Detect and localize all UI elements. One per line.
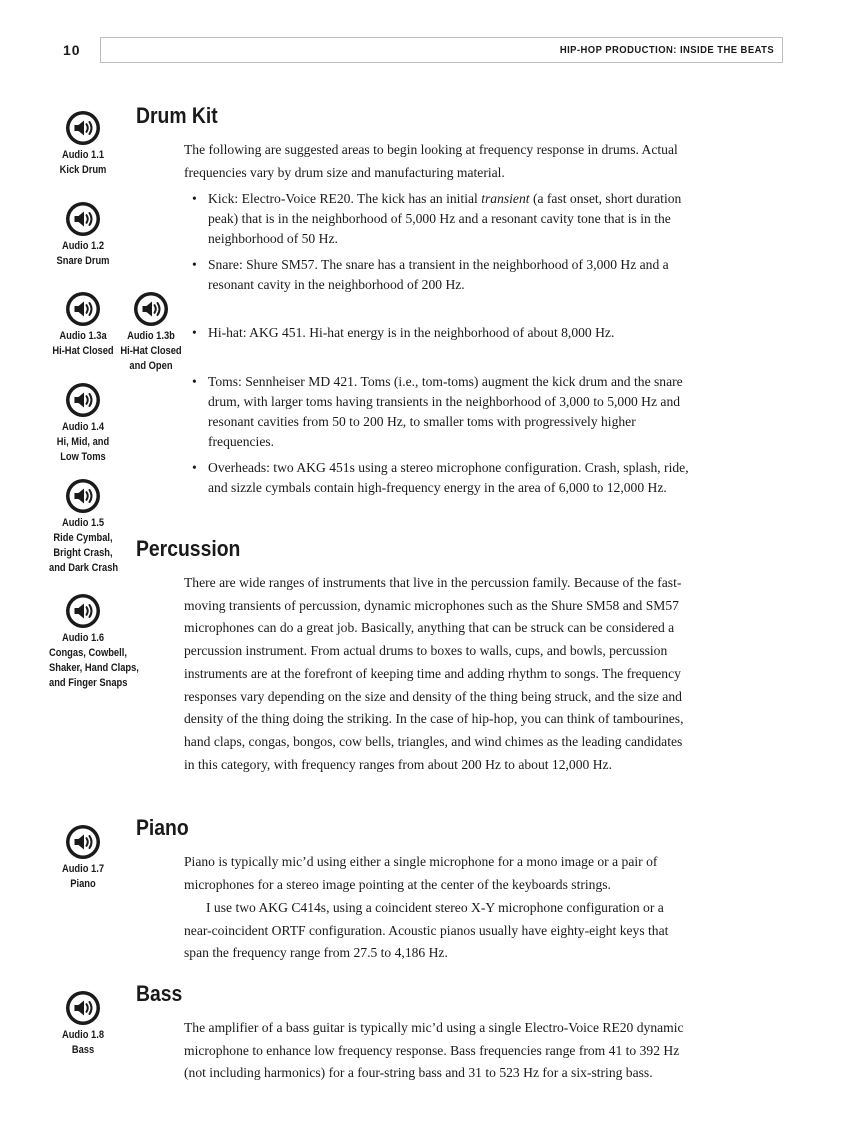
- drum-kit-bullet-list: [184, 255, 689, 295]
- audio-id-label: Audio 1.1: [61, 149, 105, 161]
- audio-item[interactable]: [43, 478, 123, 576]
- speaker-icon[interactable]: [65, 990, 101, 1026]
- drum-kit-bullet-list: [184, 189, 689, 249]
- audio-caption-line: Piano: [70, 878, 96, 890]
- audio-id-label: Audio 1.5: [61, 517, 105, 529]
- audio-id-label: Audio 1.3b: [127, 330, 175, 342]
- page-number: 10: [63, 42, 81, 58]
- audio-caption-line: Low Toms: [60, 451, 106, 463]
- audio-item[interactable]: [43, 382, 123, 465]
- audio-caption-line: Congas, Cowbell,: [49, 647, 127, 659]
- audio-id-label: Audio 1.2: [61, 240, 105, 252]
- audio-caption-line: Snare Drum: [56, 255, 110, 267]
- drum-kit-bullet-list: [184, 458, 689, 498]
- piano-paragraph-2: I use two AKG C414s, using a coincident stereo X-Y microphone configuration or a near-coincident ORTF configuration. Acoustic pianos usually have eighty-eight keys that span the frequency range from 27.5 to 4,186 Hz.: [184, 900, 669, 961]
- audio-caption-line: and Dark Crash: [49, 562, 119, 574]
- list-item-kick: • Kick: Electro-Voice RE20. The kick has an initial transient (a fast onset, short duration peak) that is in the neighborhood of 5,000 Hz and a resonant cavity tone that is in the neighborhood of 50 Hz.: [184, 189, 689, 249]
- audio-caption-line: Ride Cymbal,: [53, 532, 113, 544]
- audio-caption-line: Hi-Hat Closed: [120, 345, 182, 357]
- speaker-icon[interactable]: [65, 593, 101, 629]
- piano-paragraph-1: Piano is typically mic’d using either a single microphone for a mono image or a pair of microphones for a stereo image pointing at the center of the keyboards strings.: [184, 854, 658, 892]
- drum-kit-bullet-list: [184, 372, 689, 452]
- audio-id-label: Audio 1.6: [61, 632, 105, 644]
- running-title: HIP-HOP PRODUCTION: INSIDE THE BEATS: [559, 44, 774, 56]
- list-item-toms: • Toms: Sennheiser MD 421. Toms (i.e., tom-toms) augment the kick drum and the snare drum, with larger toms having transients in the neighborhood of 3,000 to 5,000 Hz and resonant cavities from 50 to 200 Hz, to smaller toms with progressively higher frequencies.: [184, 372, 689, 452]
- section-heading-drum-kit: Drum Kit: [136, 103, 218, 128]
- speaker-icon[interactable]: [65, 110, 101, 146]
- percussion-body: There are wide ranges of instruments that live in the percussion family. Because of the fast-moving transients of percussion, dynamic microphones such as the Shure SM58 and SM57 microphones can do a great job. Basically, anything that can be struck can be considered a percussion instrument. From actual drums to boxes to walls, cups, and bowls, percussion instruments are at the forefront of keeping time and adding rhythm to songs. The frequency responses vary depending on the size and density of the thing being struck, and the size and density of the thing doing the striking. In the case of hip-hop, you can think of tambourines, hand claps, congas, bongos, cow bells, triangles, and wind chimes as the leading candidates in this category, with frequency ranges from about 200 Hz to about 12,000 Hz.: [184, 575, 684, 772]
- speaker-icon[interactable]: [65, 201, 101, 237]
- audio-item[interactable]: [43, 824, 123, 892]
- running-header: [100, 37, 783, 63]
- audio-id-label: Audio 1.3a: [59, 330, 107, 342]
- drum-kit-bullet-list: [184, 323, 689, 343]
- audio-item[interactable]: [43, 593, 139, 691]
- drum-kit-intro: The following are suggested areas to begin looking at frequency response in drums. Actual frequencies vary by drum size and manufacturing material.: [184, 142, 678, 180]
- audio-id-label: Audio 1.8: [61, 1029, 105, 1041]
- audio-caption-line: and Finger Snaps: [49, 677, 128, 689]
- audio-id-label: Audio 1.4: [61, 421, 105, 433]
- audio-caption-line: Hi-Hat Closed: [52, 345, 114, 357]
- speaker-icon[interactable]: [65, 291, 101, 327]
- audio-item[interactable]: [111, 291, 191, 374]
- section-heading-bass: Bass: [136, 981, 183, 1006]
- bass-body: The amplifier of a bass guitar is typically mic’d using a single Electro-Voice RE20 dynamic microphone to enhance low frequency response. Bass frequencies range from 41 to 392 Hz (not including harmonics) for a four-string bass and 31 to 523 Hz for a six-string bass.: [184, 1020, 684, 1081]
- audio-caption-line: Kick Drum: [59, 164, 107, 176]
- audio-caption-line: Hi, Mid, and: [56, 436, 110, 448]
- audio-caption-line: and Open: [129, 360, 173, 372]
- speaker-icon[interactable]: [65, 382, 101, 418]
- audio-item[interactable]: [43, 201, 123, 269]
- audio-item[interactable]: [43, 990, 123, 1058]
- list-item-snare: • Snare: Shure SM57. The snare has a transient in the neighborhood of 3,000 Hz and a resonant cavity in the neighborhood of 200 Hz.: [184, 255, 689, 295]
- section-heading-piano: Piano: [136, 815, 189, 840]
- speaker-icon[interactable]: [65, 478, 101, 514]
- audio-id-label: Audio 1.7: [61, 863, 105, 875]
- section-heading-percussion: Percussion: [136, 536, 241, 561]
- list-item-hihat: • Hi-hat: AKG 451. Hi-hat energy is in the neighborhood of about 8,000 Hz.: [184, 323, 689, 343]
- speaker-icon[interactable]: [133, 291, 169, 327]
- audio-caption-line: Bright Crash,: [53, 547, 113, 559]
- audio-caption-line: Shaker, Hand Claps,: [49, 662, 139, 674]
- list-item-overheads: • Overheads: two AKG 451s using a stereo microphone configuration. Crash, splash, ride, and sizzle cymbals contain high-frequency energy in the area of 6,000 to 12,000 Hz.: [184, 458, 689, 498]
- audio-caption-line: Bass: [71, 1044, 95, 1056]
- audio-item[interactable]: [43, 110, 123, 178]
- speaker-icon[interactable]: [65, 824, 101, 860]
